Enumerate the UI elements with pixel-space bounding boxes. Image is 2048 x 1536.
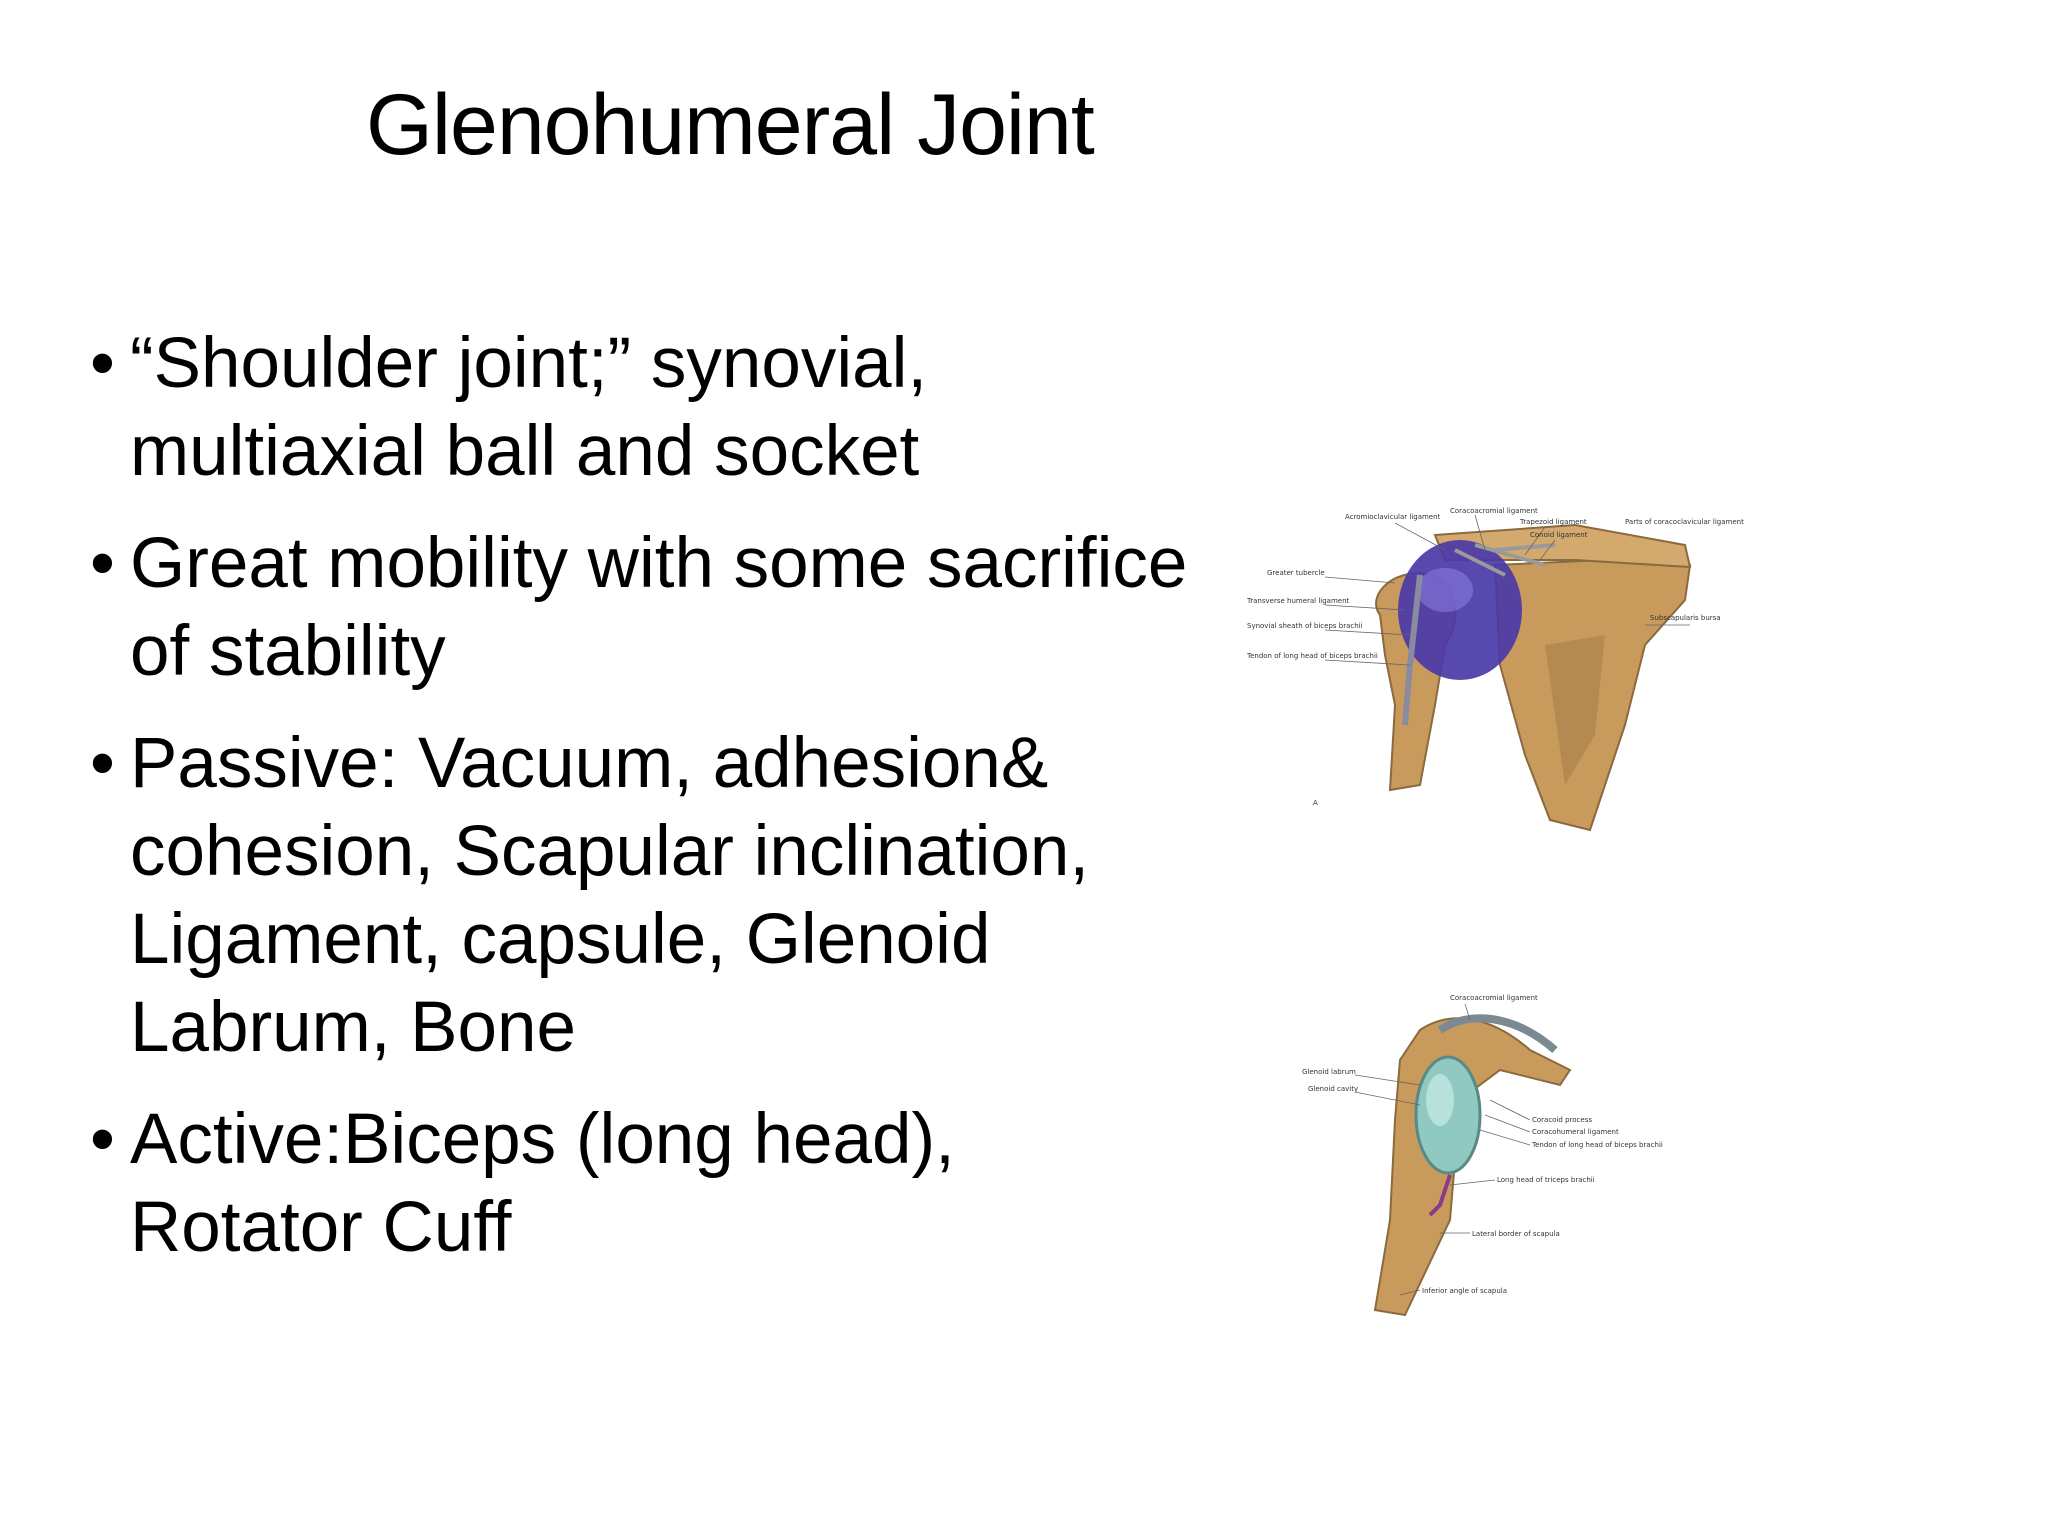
label-coracohumeral: Coracohumeral ligament xyxy=(1532,1128,1619,1136)
label-coracoid-process: Coracoid process xyxy=(1532,1116,1592,1124)
label-transverse-humeral: Transverse humeral ligament xyxy=(1247,597,1350,605)
label-glenoid-cavity: Glenoid cavity xyxy=(1308,1085,1359,1093)
label-tendon-long-head-bottom: Tendon of long head of biceps brachii xyxy=(1532,1141,1663,1149)
bullet-item xyxy=(90,1096,1190,1272)
shoulder-anterior-illustration xyxy=(1245,505,1745,845)
capsule-highlight xyxy=(1417,568,1473,612)
bullet-item xyxy=(90,720,1190,1072)
bullet-symbol: • xyxy=(90,524,115,603)
bullet-text: Passive: Vacuum, adhesion& cohesion, Scapular inclination, Ligament, capsule, Glenoid Labrum, Bone xyxy=(130,724,1090,1067)
bullet-symbol: • xyxy=(90,324,115,403)
bullet-text: “Shoulder joint;” synovial, multiaxial ball and socket xyxy=(130,324,928,491)
label-greater-tubercle: Greater tubercle xyxy=(1267,569,1325,577)
label-conoid: Conoid ligament xyxy=(1530,531,1588,539)
label-acromioclavicular: Acromioclavicular ligament xyxy=(1345,513,1441,521)
label-coracoacromial: Coracoacromial ligament xyxy=(1450,507,1538,515)
bullet-list xyxy=(90,320,1190,1296)
slide-title: Glenohumeral Joint xyxy=(366,77,1094,173)
glenoid-lateral-illustration xyxy=(1300,990,1680,1320)
bullet-text: Great mobility with some sacrifice of stability xyxy=(130,524,1188,691)
bullet-symbol: • xyxy=(90,1100,115,1179)
bullet-text: Active:Biceps (long head), Rotator Cuff xyxy=(130,1100,955,1267)
label-subscapularis-bursa: Subscapularis bursa xyxy=(1650,614,1721,622)
glenoid-highlight xyxy=(1426,1074,1454,1126)
label-panel-letter: A xyxy=(1313,799,1318,807)
label-long-head-triceps: Long head of triceps brachii xyxy=(1497,1176,1595,1184)
bullet-symbol: • xyxy=(90,724,115,803)
bullet-item xyxy=(90,320,1190,496)
label-synovial-sheath: Synovial sheath of biceps brachii xyxy=(1247,622,1363,630)
label-coracoacromial-bottom: Coracoacromial ligament xyxy=(1450,994,1538,1002)
label-inferior-angle: Inferior angle of scapula xyxy=(1422,1287,1507,1295)
label-glenoid-labrum: Glenoid labrum xyxy=(1302,1068,1356,1076)
bullet-item xyxy=(90,520,1190,696)
label-tendon-long-head: Tendon of long head of biceps brachii xyxy=(1247,652,1378,660)
label-trapezoid: Trapezoid ligament xyxy=(1520,518,1587,526)
label-parts-of: Parts of coracoclavicular ligament xyxy=(1625,518,1744,526)
scapula-lateral-shape xyxy=(1375,1018,1570,1315)
label-lateral-border: Lateral border of scapula xyxy=(1472,1230,1560,1238)
